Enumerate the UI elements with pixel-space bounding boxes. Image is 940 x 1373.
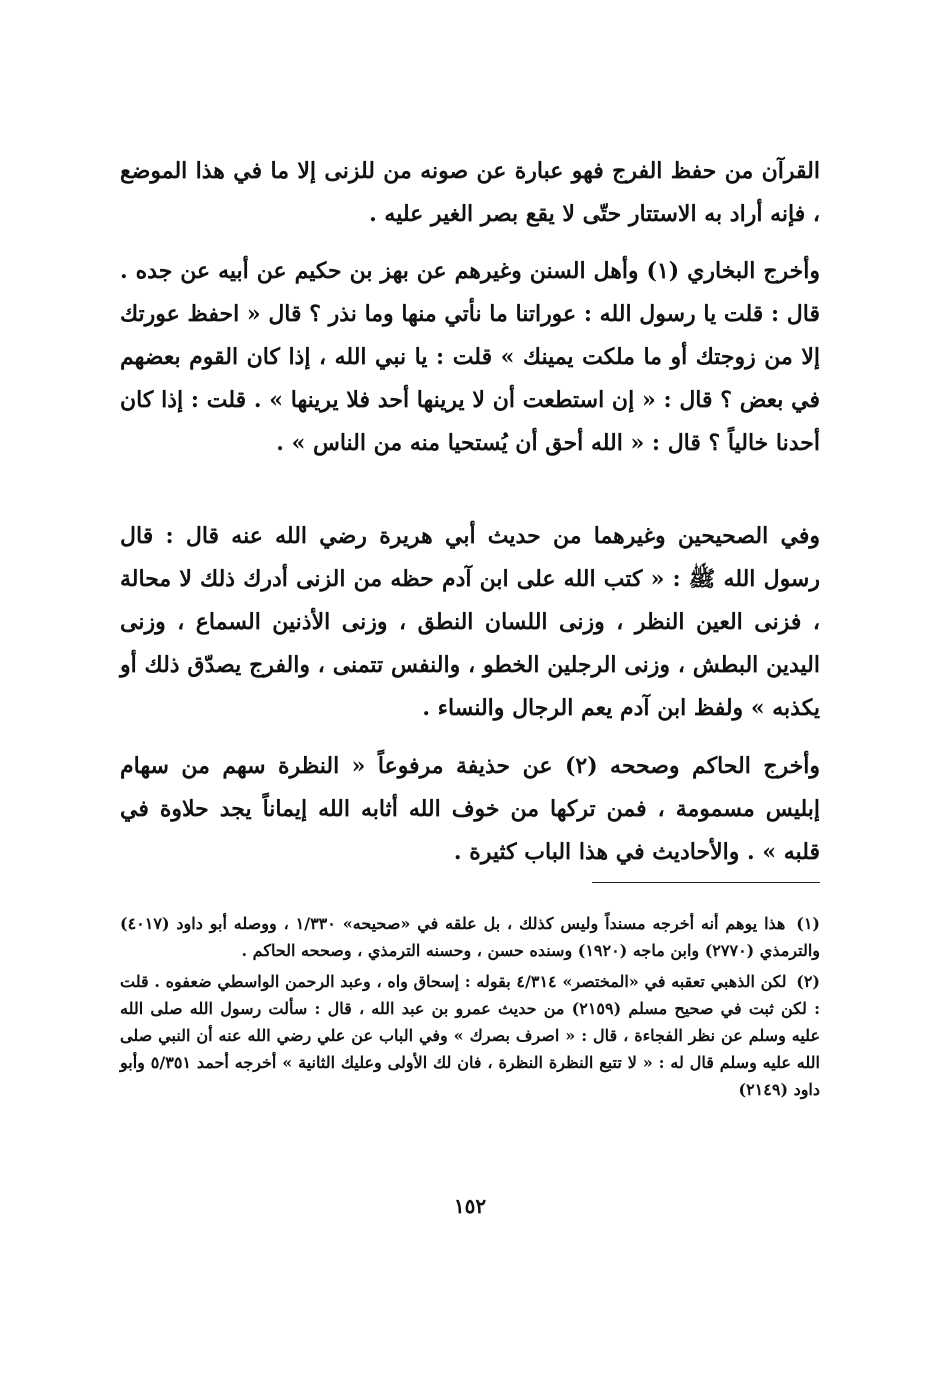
footnote-1-number: (١)	[796, 914, 820, 933]
footnote-1-text: هذا يوهم أنه أخرجه مسنداً وليس كذلك ، بل علقه في «صحيحه» ١/٣٣٠ ، ووصله أبو داود (٤٠١٧) والترمذي (٢٧٧٠) وابن ماجه (١٩٢٠) وسنده حسن ، وحسنه الترمذي ، وصححه الحاكم .	[120, 914, 820, 960]
footnote-2-text: لكن الذهبي تعقبه في «المختصر» ٤/٣١٤ بقوله : إسحاق واه ، وعبد الرحمن الواسطي ضعفوه . قلت : لكن ثبت في صحيح مسلم (٢١٥٩) من حديث عمرو بن عبد الله ، قال : سألت رسول الله صلى الله عليه وسلم عن نظر الفجاءة ، قال : « اصرف بصرك » وفي الباب عن علي رضي الله عنه أن النبي صلى الله عليه وسلم قال له : « لا تتبع النظرة النظرة ، فان لك الأولى وعليك الثانية » أخرجه أحمد ٥/٣٥١ وأبو داود (٢١٤٩)	[120, 972, 821, 1099]
footnote-1	[120, 910, 820, 964]
footnote-divider	[592, 882, 820, 883]
paragraph-4: وأخرج الحاكم وصححه (٢) عن حذيفة مرفوعاً « النظرة سهم من سهام إبليس مسمومة ، فمن تركها من خوف الله أثابه الله إيماناً يجد حلاوة في قلبه » . والأحاديث في هذا الباب كثيرة .	[120, 753, 820, 865]
paragraph-2: وأخرج البخاري (١) وأهل السنن وغيرهم عن بهز بن حكيم عن أبيه عن جده . قال : قلت يا رسول الله : عوراتنا ما نأتي منها وما نذر ؟ قال « احفظ عورتك إلا من زوجتك أو ما ملكت يمينك » قلت : يا نبي الله ، إذا كان القوم بعضهم في بعض ؟ قال : « إن استطعت أن لا يرينها أحد فلا يرينها » . قلت : إذا كان أحدنا خالياً ؟ قال : « الله أحق أن يُستحيا منه من الناس » .	[120, 258, 820, 456]
paragraph-3: وفي الصحيحين وغيرهما من حديث أبي هريرة رضي الله عنه قال : قال رسول الله ﷺ : « كتب الله على ابن آدم حظه من الزنى أدرك ذلك لا محالة ، فزنى العين النظر ، وزنى اللسان النطق ، وزنى الأذنين السماع ، وزنى اليدين البطش ، وزنى الرجلين الخطو ، والنفس تتمنى ، والفرج يصدّق ذلك أو يكذبه » ولفظ ابن آدم يعم الرجال والنساء .	[120, 523, 820, 721]
footnote-2-number: (٢)	[796, 972, 820, 991]
footnotes	[120, 910, 820, 1107]
paragraph-1: القرآن من حفظ الفرج فهو عبارة عن صونه من للزنى إلا ما في هذا الموضع ، فإنه أراد به الاستتار حتّى لا يقع بصر الغير عليه .	[120, 158, 820, 227]
page-number: ١٥٢	[453, 1194, 487, 1218]
footnote-2	[120, 968, 820, 1103]
